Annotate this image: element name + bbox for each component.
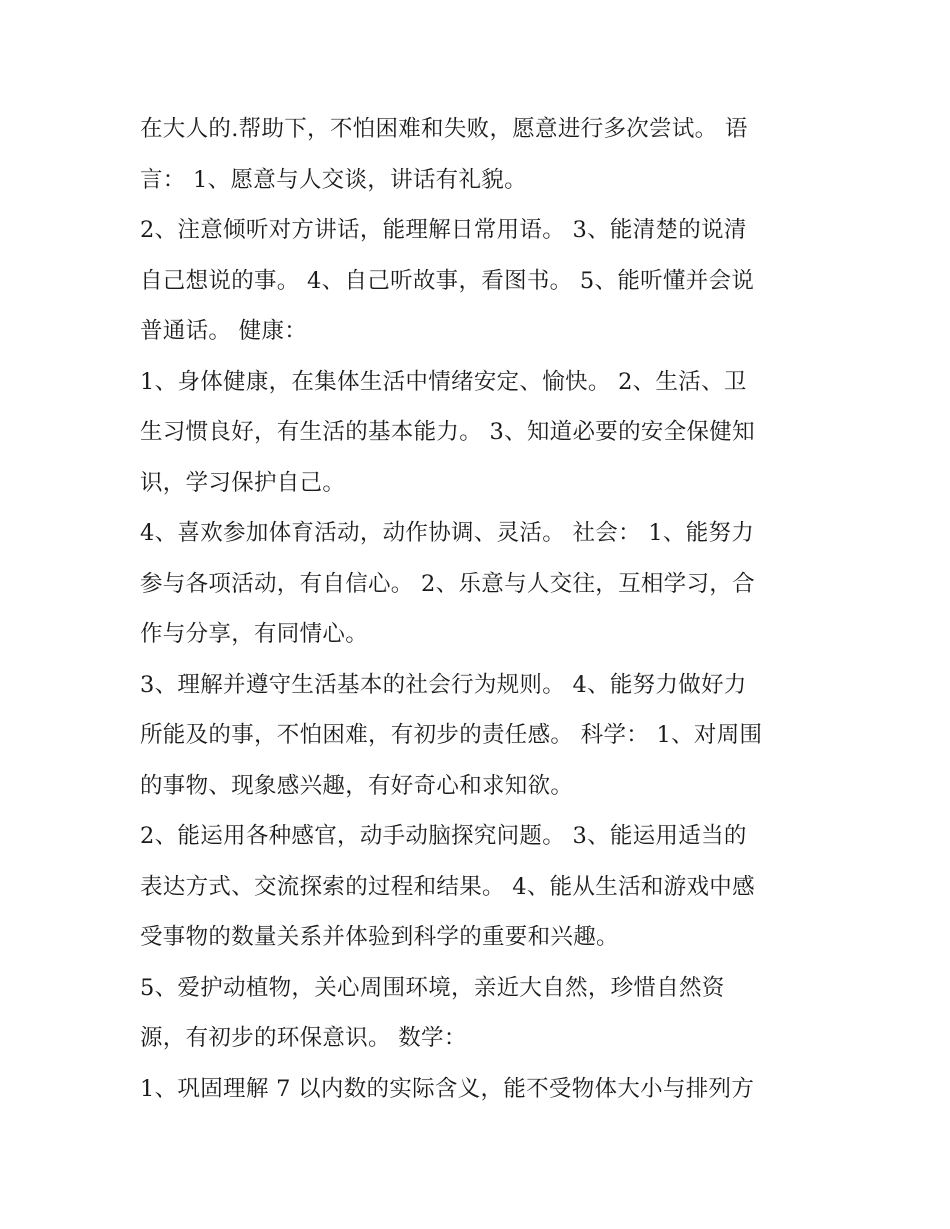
text-line: 受事物的数量关系并体验到科学的重要和兴趣。: [140, 924, 619, 950]
text-line: 的事物、现象感兴趣，有好奇心和求知欲。: [140, 772, 574, 799]
text-line: 参与各项活动，有自信心。 2、乐意与人交往，互相学习，合: [140, 570, 755, 597]
text-line: 生习惯良好，有生活的基本能力。 3、知道必要的安全保健知: [140, 419, 755, 445]
text-line: 3、理解并遵守生活基本的社会行为规则。 4、能努力做好力: [140, 671, 747, 698]
document-body: [140, 104, 830, 1114]
text-line: 1、巩固理解 7 以内数的实际含义，能不受物体大小与排列方: [140, 1075, 755, 1102]
text-line: 表达方式、交流探索的过程和结果。 4、能从生活和游戏中感: [140, 873, 755, 900]
text-line: 作与分享，有同情心。: [140, 621, 369, 647]
text-line: 2、能运用各种感官，动手动脑探究问题。 3、能运用适当的: [140, 823, 747, 849]
text-line: 识，学习保护自己。: [140, 469, 346, 496]
text-line: 5、爱护动植物，关心周围环境，亲近大自然，珍惜自然资: [140, 974, 725, 1001]
text-line: 2、注意倾听对方讲话，能理解日常用语。 3、能清楚的说清: [140, 217, 747, 243]
text-line: 自己想说的事。 4、自己听故事，看图书。 5、能听懂并会说: [140, 267, 755, 294]
text-line: 1、身体健康，在集体生活中情绪安定、愉快。 2、生活、卫: [140, 368, 747, 395]
text-line: 普通话。 健康：: [140, 318, 308, 344]
text-line: 所能及的事，不怕困难，有初步的责任感。 科学： 1、对周围: [140, 722, 763, 748]
text-line: 言： 1、愿意与人交谈，讲话有礼貌。: [140, 166, 527, 193]
text-line: 在大人的.帮助下，不怕困难和失败，愿意进行多次尝试。 语: [140, 116, 748, 142]
text-line: 4、喜欢参加体育活动，动作协调、灵活。 社会： 1、能努力: [140, 520, 755, 546]
text-line: 源，有初步的环保意识。 数学：: [140, 1025, 467, 1051]
